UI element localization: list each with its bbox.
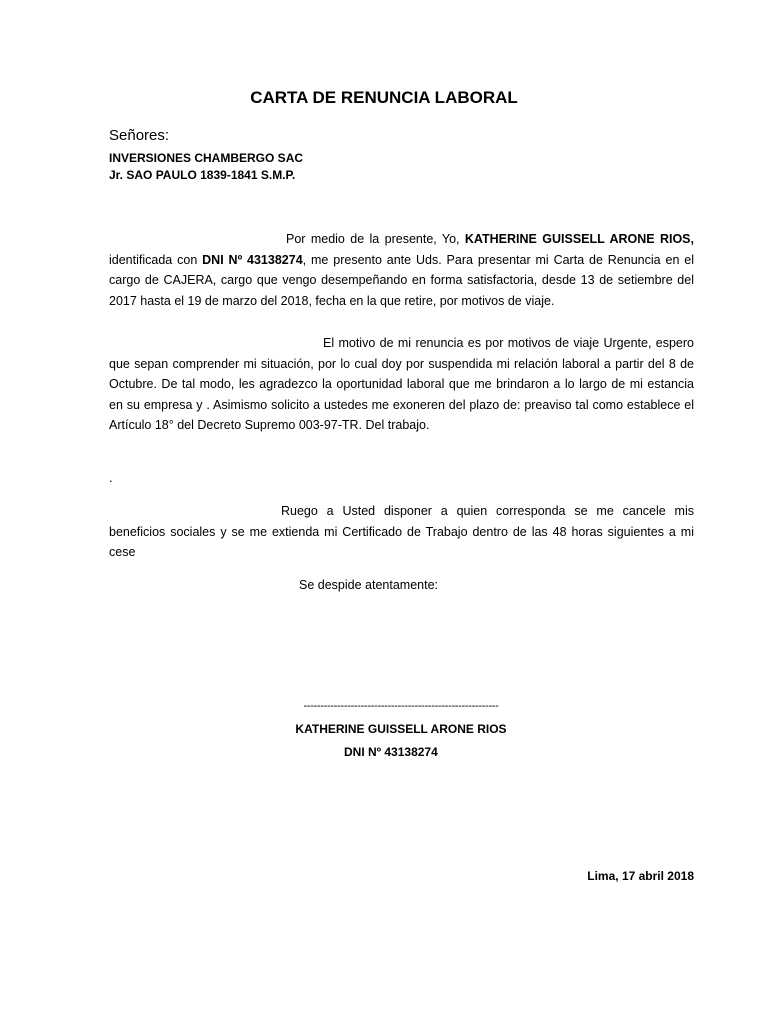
paragraph-1-id-text: identificada con: [109, 252, 203, 267]
company-address: Jr. SAO PAULO 1839-1841 S.M.P.: [109, 168, 296, 182]
paragraph-1: [109, 229, 694, 311]
signature-line: ----------------------------------------------------------: [303, 700, 499, 712]
company-name: INVERSIONES CHAMBERGO SAC: [109, 151, 304, 165]
paragraph-2: [109, 333, 694, 436]
paragraph-1-body: , me presento ante Uds. Para presentar mi Carta de Renuncia en el cargo de CAJERA, cargo que vengo desempeñando en forma satisfactoria, desde 13 de setiembre del 2017 hasta el 19 de marzo del 2018, fecha en la que retire, por motivos de viaje.: [109, 252, 695, 308]
signature-name: KATHERINE GUISSELL ARONE RIOS: [295, 722, 507, 736]
paragraph-3-text: Ruego a Usted disponer a quien corresponda se me cancele mis beneficios sociales y se me extienda mi Certificado de Trabajo dentro de las 48 horas siguientes a mi cese: [109, 504, 694, 559]
stray-period: .: [109, 470, 113, 485]
paragraph-1-intro: Por medio de la presente, Yo,: [286, 232, 465, 246]
paragraph-2-text: El motivo de mi renuncia es por motivos de viaje Urgente, espero que sepan comprender mi situación, por lo cual doy por suspendida mi relación laboral a partir del 8 de Octubre. De tal modo, les agradezco la oportunidad laboral que me brindaron a lo largo de mi estancia en su empresa y . Asimismo solicito a ustedes me exoneren del plazo de: preaviso tal como establece el Artículo 18° del Decreto Supremo 003-97-TR. Del trabajo.: [109, 336, 694, 433]
recipient-block: [109, 150, 303, 184]
greeting: Señores:: [109, 127, 170, 144]
employee-dni: DNI Nº 43138274: [202, 252, 303, 267]
signature-dni: DNI Nº 43138274: [344, 745, 438, 759]
letter-title: CARTA DE RENUNCIA LABORAL: [250, 88, 518, 107]
employee-name: KATHERINE GUISSELL ARONE RIOS,: [464, 232, 694, 246]
closing-phrase: Se despide atentamente:: [299, 578, 438, 592]
paragraph-3: [109, 501, 694, 563]
letter-date: Lima, 17 abril 2018: [587, 869, 694, 883]
